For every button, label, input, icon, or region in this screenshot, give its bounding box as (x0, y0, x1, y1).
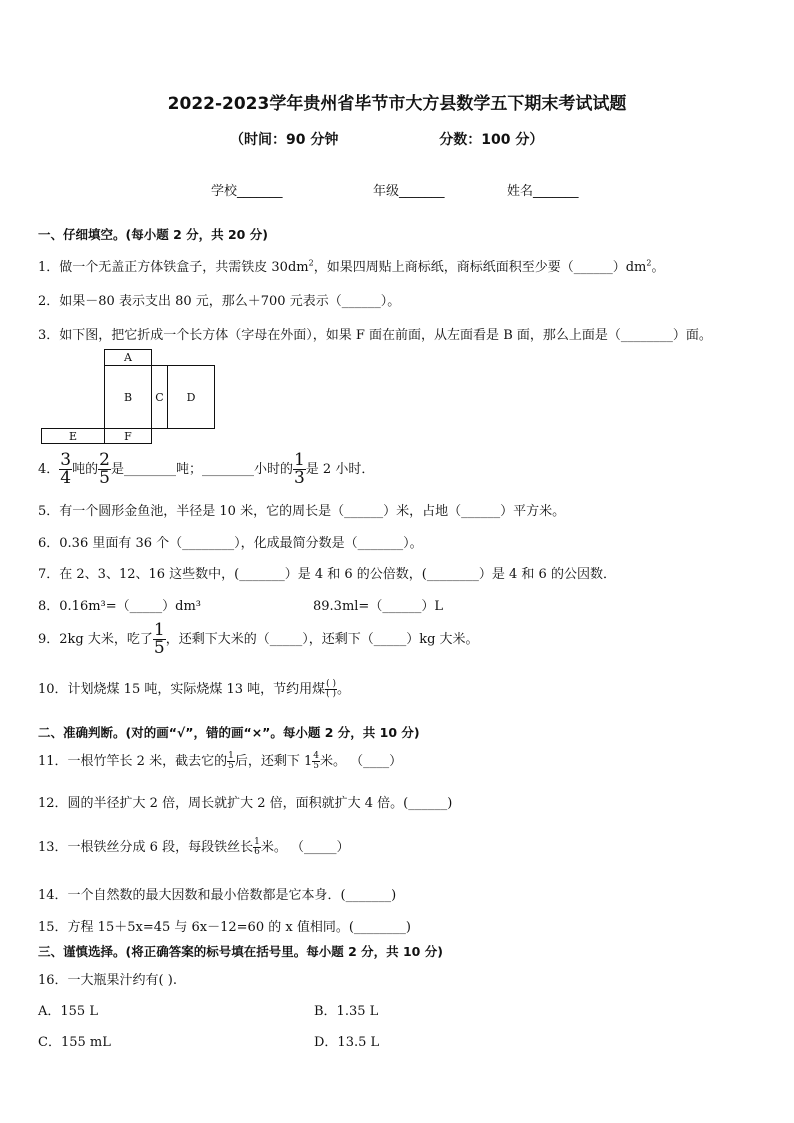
fraction-denominator: ( ) (326, 689, 337, 699)
fraction-3-4 (59, 452, 72, 487)
q4-text-b: 吨的 (72, 462, 99, 477)
question-10 (38, 678, 350, 699)
q10-text-a: 10．计划烧煤 15 吨，实际烧煤 13 吨，节约用煤 (38, 682, 326, 697)
fraction-numerator: 3 (60, 450, 72, 470)
section-2-heading: 二、准确判断。(对的画“√”，错的画“×”。每小题 2 分，共 10 分) (38, 725, 420, 740)
net-face-f: F (104, 428, 152, 444)
option-c[interactable]: C．155 mL (38, 1035, 111, 1050)
fraction-denominator: 5 (228, 761, 234, 771)
question-14: 14．一个自然数的最大因数和最小倍数都是它本身．(_______) (38, 888, 397, 903)
question-15: 15．方程 15＋5x=45 与 6x－12=60 的 x 值相同。(________) (38, 920, 411, 935)
q13-text-b: 米。 （_____） (260, 840, 350, 855)
q1-text-b: ，如果四周贴上商标纸，商标纸面积至少要（______）dm (313, 260, 647, 275)
question-12: 12．圆的半径扩大 2 倍，周长就扩大 2 倍，面积就扩大 4 倍。(______) (38, 796, 453, 811)
question-8b: 89.3ml=（______）L (313, 599, 443, 614)
exam-score: 分数：100 分） (439, 132, 544, 148)
q1-sup-b: 2 (646, 258, 652, 268)
q1-text-a: 1．做一个无盖正方体铁盒子，共需铁皮 30dm (38, 260, 309, 275)
fraction-blank (325, 680, 337, 699)
question-4 (38, 452, 374, 487)
option-d[interactable]: D．13.5 L (314, 1035, 380, 1050)
q4-text-d: 是 2 小时． (305, 462, 375, 477)
question-1 (38, 256, 664, 275)
fraction-numerator: 2 (99, 450, 110, 470)
name-field[interactable]: 姓名_______ (507, 184, 579, 199)
q4-text-a: 4． (38, 462, 60, 477)
question-3: 3．如下图，把它折成一个长方体（字母在外面），如果 F 面在前面，从左面看是 B 面，那么上面是（________）面。 (38, 328, 712, 343)
fraction-denominator: 6 (254, 847, 260, 857)
net-face-a: A (104, 349, 152, 366)
q1-sup-a: 2 (308, 258, 314, 268)
fraction-1-6-small (253, 838, 261, 857)
q11-text-a: 11．一根竹竿长 2 米，截去它的 (38, 754, 228, 769)
q4-text-c: 是________吨；________小时的 (110, 462, 293, 477)
fraction-denominator: 5 (153, 638, 165, 658)
fraction-numerator: 4 (313, 751, 319, 761)
fraction-denominator: 5 (99, 468, 110, 488)
q11-text-b: 后，还剩下 1 (234, 754, 313, 769)
section-1-heading: 一、仔细填空。(每小题 2 分，共 20 分) (38, 227, 268, 242)
fraction-4-5-small (312, 752, 320, 771)
fraction-numerator: 1 (153, 620, 165, 640)
fraction-1-3 (293, 452, 306, 487)
question-8a: 8．0.16m³=（_____）dm³ (38, 599, 202, 614)
question-9 (38, 622, 479, 657)
q11-text-c: 米。 （____） (319, 754, 403, 769)
q13-text-a: 13．一根铁丝分成 6 段，每段铁丝长 (38, 840, 254, 855)
fraction-1-5-small (227, 752, 235, 771)
q9-text-a: 9．2kg 大米，吃了 (38, 632, 153, 647)
fraction-numerator: 1 (228, 751, 234, 761)
exam-time: （时间：90 分钟 (230, 132, 339, 148)
exam-meta (230, 129, 543, 149)
net-face-c: C (151, 365, 168, 429)
fraction-numerator: ( ) (326, 679, 337, 689)
fraction-numerator: 1 (254, 837, 260, 847)
question-11 (38, 750, 402, 771)
section-3-heading: 三、谨慎选择。(将正确答案的标号填在括号里。每小题 2 分，共 10 分) (38, 944, 443, 959)
q1-text-c: 。 (651, 260, 665, 275)
fraction-1-5 (153, 622, 166, 657)
fraction-denominator: 4 (60, 468, 72, 488)
q10-text-b: 。 (337, 682, 351, 697)
question-2: 2．如果－80 表示支出 80 元，那么＋700 元表示（______）。 (38, 294, 401, 309)
cuboid-net-diagram (41, 349, 221, 445)
question-16: 16．一大瓶果汁约有( ). (38, 973, 177, 988)
question-7: 7．在 2、3、12、16 这些数中，(_______）是 4 和 6 的公倍数，(________）是 4 和 6 的公因数． (38, 567, 616, 582)
fraction-2-5 (98, 452, 111, 487)
net-face-b: B (104, 365, 152, 429)
question-13 (38, 836, 349, 857)
school-field[interactable]: 学校_______ (211, 184, 283, 199)
grade-field[interactable]: 年级_______ (373, 184, 445, 199)
q9-text-b: ，还剩下大米的（_____），还剩下（_____）kg 大米。 (165, 632, 479, 647)
fraction-numerator: 1 (293, 450, 305, 470)
net-face-e: E (41, 428, 105, 444)
option-b[interactable]: B．1.35 L (314, 1004, 379, 1019)
fraction-denominator: 3 (293, 468, 305, 488)
fraction-denominator: 5 (313, 761, 319, 771)
option-a[interactable]: A．155 L (38, 1004, 98, 1019)
question-6: 6．0.36 里面有 36 个（________），化成最简分数是（_______）。 (38, 536, 423, 551)
page-title: 2022-2023学年贵州省毕节市大方县数学五下期末考试试题 (167, 94, 627, 114)
question-5: 5．有一个圆形金鱼池，半径是 10 米，它的周长是（______）米，占地（______）平方米。 (38, 504, 566, 519)
net-face-d: D (167, 365, 215, 429)
